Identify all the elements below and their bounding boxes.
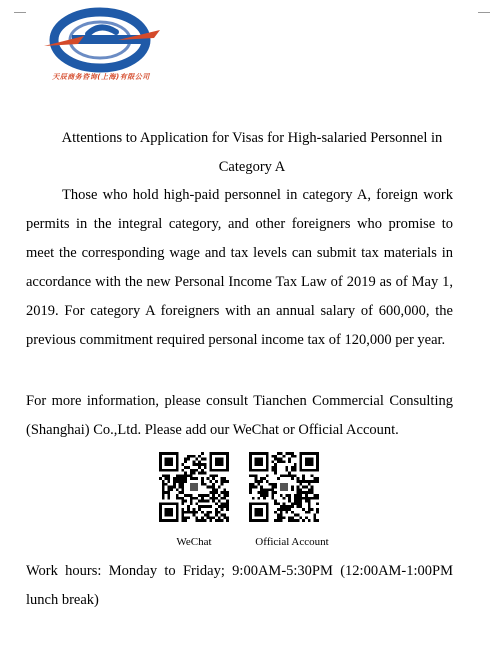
company-name-chinese: 天辰商务咨询(上海)有限公司 bbox=[52, 73, 150, 81]
page-corner-mark bbox=[478, 0, 490, 13]
official-account-qr-code bbox=[249, 452, 319, 527]
paragraph-work-hours: Work hours: Monday to Friday; 9:00AM-5:30PM (12:00AM-1:00PM lunch break) bbox=[26, 563, 453, 608]
paragraph-visa-info bbox=[26, 181, 453, 355]
title-line-1: Attentions to Application for Visas for High-salaried Personnel in bbox=[61, 130, 443, 146]
page-corner-mark bbox=[14, 0, 26, 13]
document-title bbox=[26, 124, 478, 182]
paragraph-contact: For more information, please consult Tianchen Commercial Consulting (Shanghai) Co.,Ltd. Please add our WeChat or Official Account. bbox=[26, 393, 453, 438]
official-account-qr-label: Official Account bbox=[255, 536, 329, 548]
wechat-qr-code bbox=[159, 452, 229, 527]
title-line-2: Category A bbox=[218, 159, 286, 175]
wechat-qr-label: WeChat bbox=[176, 536, 212, 548]
paragraph-visa-text: Those who hold high-paid personnel in category A, foreign work permits in the integral category, and other foreigners who promise to meet the corresponding wage and tax levels can submit tax materials in accordance with the new Personal Income Tax Law of 2019 as of May 1, 2019. For category A foreigners with an annual salary of 600,000, the previous commitment required personal income tax of 120,000 per year. bbox=[26, 187, 453, 348]
